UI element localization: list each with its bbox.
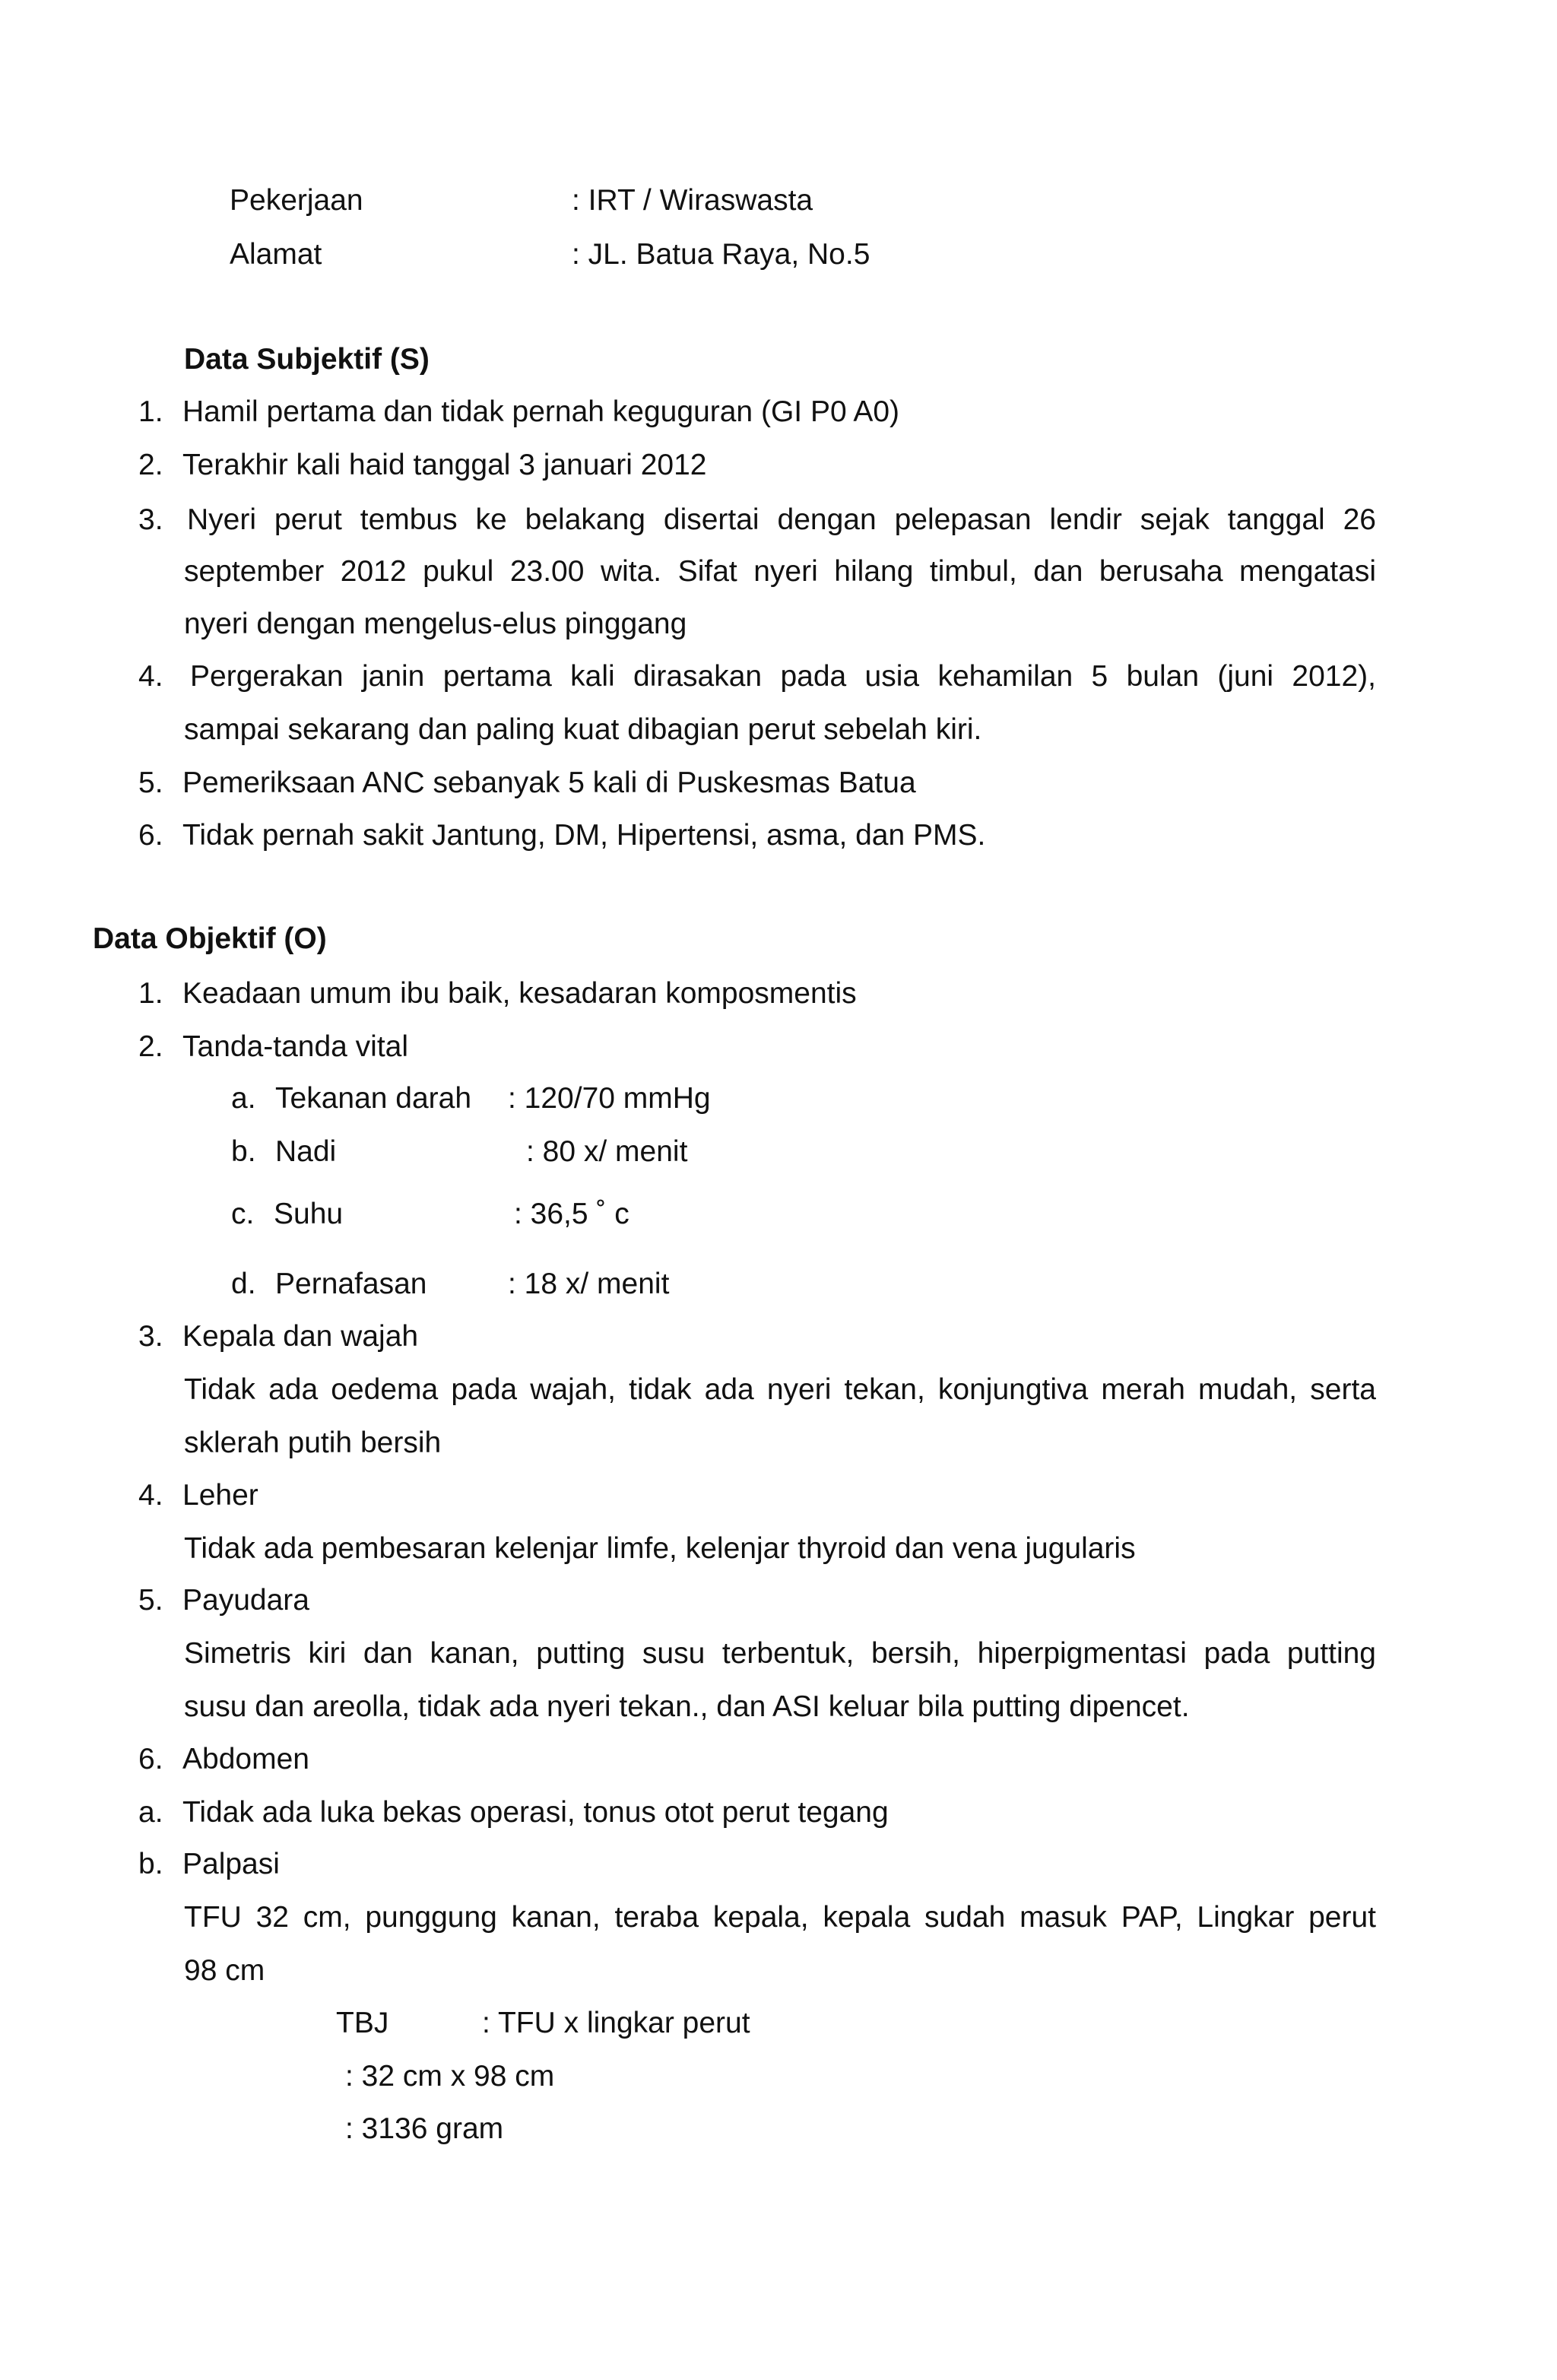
tbj-label: TBJ (336, 2007, 389, 2039)
objektif-item-1-text: Keadaan umum ibu baik, kesadaran komposmentis (182, 977, 857, 1010)
subjektif-item-6-num: 6. (138, 819, 163, 852)
vital-d-value: : 18 x/ menit (508, 1268, 670, 1300)
objektif-item-2-text: Tanda-tanda vital (182, 1030, 409, 1063)
pekerjaan-label: Pekerjaan (230, 184, 363, 217)
subjektif-item-3-num: 3. (138, 503, 163, 536)
subjektif-item-5-num: 5. (138, 766, 163, 799)
subjektif-item-2-num: 2. (138, 449, 163, 481)
subjektif-item-4-line-1: Pergerakan janin pertama kali dirasakan pada usia kehamilan 5 bulan (juni 2012), (190, 660, 1376, 693)
subjektif-item-2-text: Terakhir kali haid tanggal 3 januari 2012 (182, 449, 707, 481)
alamat-value: : JL. Batua Raya, No.5 (572, 238, 870, 271)
vital-d-label: Pernafasan (275, 1268, 427, 1300)
subjektif-item-1-num: 1. (138, 395, 163, 428)
objektif-item-3-line-1: Tidak ada oedema pada wajah, tidak ada nyeri tekan, konjungtiva merah mudah, serta (184, 1373, 1376, 1406)
objektif-item-5-num: 5. (138, 1584, 163, 1617)
subjektif-item-3-line-1: Nyeri perut tembus ke belakang disertai dengan pelepasan lendir sejak tanggal 26 (187, 503, 1376, 536)
subjektif-item-5-text: Pemeriksaan ANC sebanyak 5 kali di Puskesmas Batua (182, 766, 916, 799)
objektif-item-3-title: Kepala dan wajah (182, 1320, 419, 1353)
vital-c-value: : 36,5 ˚ c (514, 1198, 629, 1230)
abdomen-a-text: Tidak ada luka bekas operasi, tonus otot perut tegang (182, 1796, 889, 1829)
vital-b-label: Nadi (275, 1135, 337, 1168)
vital-a-label: Tekanan darah (275, 1082, 472, 1115)
objektif-item-3-line-2: sklerah putih bersih (184, 1426, 442, 1459)
palpasi-line-2: 98 cm (184, 1954, 265, 1987)
vital-a-value: : 120/70 mmHg (508, 1082, 711, 1115)
objektif-item-6-num: 6. (138, 1743, 163, 1775)
objektif-item-1-num: 1. (138, 977, 163, 1010)
objektif-item-2-num: 2. (138, 1030, 163, 1063)
subjektif-item-4-num: 4. (138, 660, 163, 693)
abdomen-b-letter: b. (138, 1848, 163, 1880)
objektif-item-5-line-2: susu dan areolla, tidak ada nyeri tekan., dan ASI keluar bila putting dipencet. (184, 1690, 1190, 1723)
vital-a-letter: a. (231, 1082, 256, 1115)
subjektif-item-1-text: Hamil pertama dan tidak pernah keguguran (GI P0 A0) (182, 395, 900, 428)
subjektif-item-3-line-3: nyeri dengan mengelus-elus pinggang (184, 608, 687, 640)
objektif-item-4-title: Leher (182, 1479, 258, 1512)
subjektif-item-4-line-2: sampai sekarang dan paling kuat dibagian perut sebelah kiri. (184, 713, 982, 746)
objektif-item-6-title: Abdomen (182, 1743, 309, 1775)
vital-c-letter: c. (231, 1198, 255, 1230)
tbj-calculation: : 32 cm x 98 cm (345, 2060, 555, 2093)
objektif-item-3-num: 3. (138, 1320, 163, 1353)
subjektif-item-3-line-2: september 2012 pukul 23.00 wita. Sifat nyeri hilang timbul, dan berusaha mengatasi (184, 555, 1376, 588)
tbj-result: : 3136 gram (345, 2112, 504, 2145)
vital-d-letter: d. (231, 1268, 256, 1300)
tbj-formula: : TFU x lingkar perut (482, 2007, 750, 2039)
objektif-item-5-line-1: Simetris kiri dan kanan, putting susu terbentuk, bersih, hiperpigmentasi pada putting (184, 1637, 1376, 1670)
objektif-item-5-title: Payudara (182, 1584, 309, 1617)
objektif-item-4-line-1: Tidak ada pembesaran kelenjar limfe, kelenjar thyroid dan vena jugularis (184, 1532, 1136, 1565)
alamat-label: Alamat (230, 238, 322, 271)
abdomen-a-letter: a. (138, 1796, 163, 1829)
subjektif-heading: Data Subjektif (S) (184, 343, 430, 376)
vital-b-value: : 80 x/ menit (526, 1135, 688, 1168)
objektif-item-4-num: 4. (138, 1479, 163, 1512)
abdomen-b-text: Palpasi (182, 1848, 280, 1880)
palpasi-line-1: TFU 32 cm, punggung kanan, teraba kepala, kepala sudah masuk PAP, Lingkar perut (184, 1901, 1376, 1934)
objektif-heading: Data Objektif (O) (93, 922, 327, 955)
subjektif-item-6-text: Tidak pernah sakit Jantung, DM, Hipertensi, asma, dan PMS. (182, 819, 986, 852)
pekerjaan-value: : IRT / Wiraswasta (572, 184, 813, 217)
vital-b-letter: b. (231, 1135, 256, 1168)
vital-c-label: Suhu (274, 1198, 344, 1230)
